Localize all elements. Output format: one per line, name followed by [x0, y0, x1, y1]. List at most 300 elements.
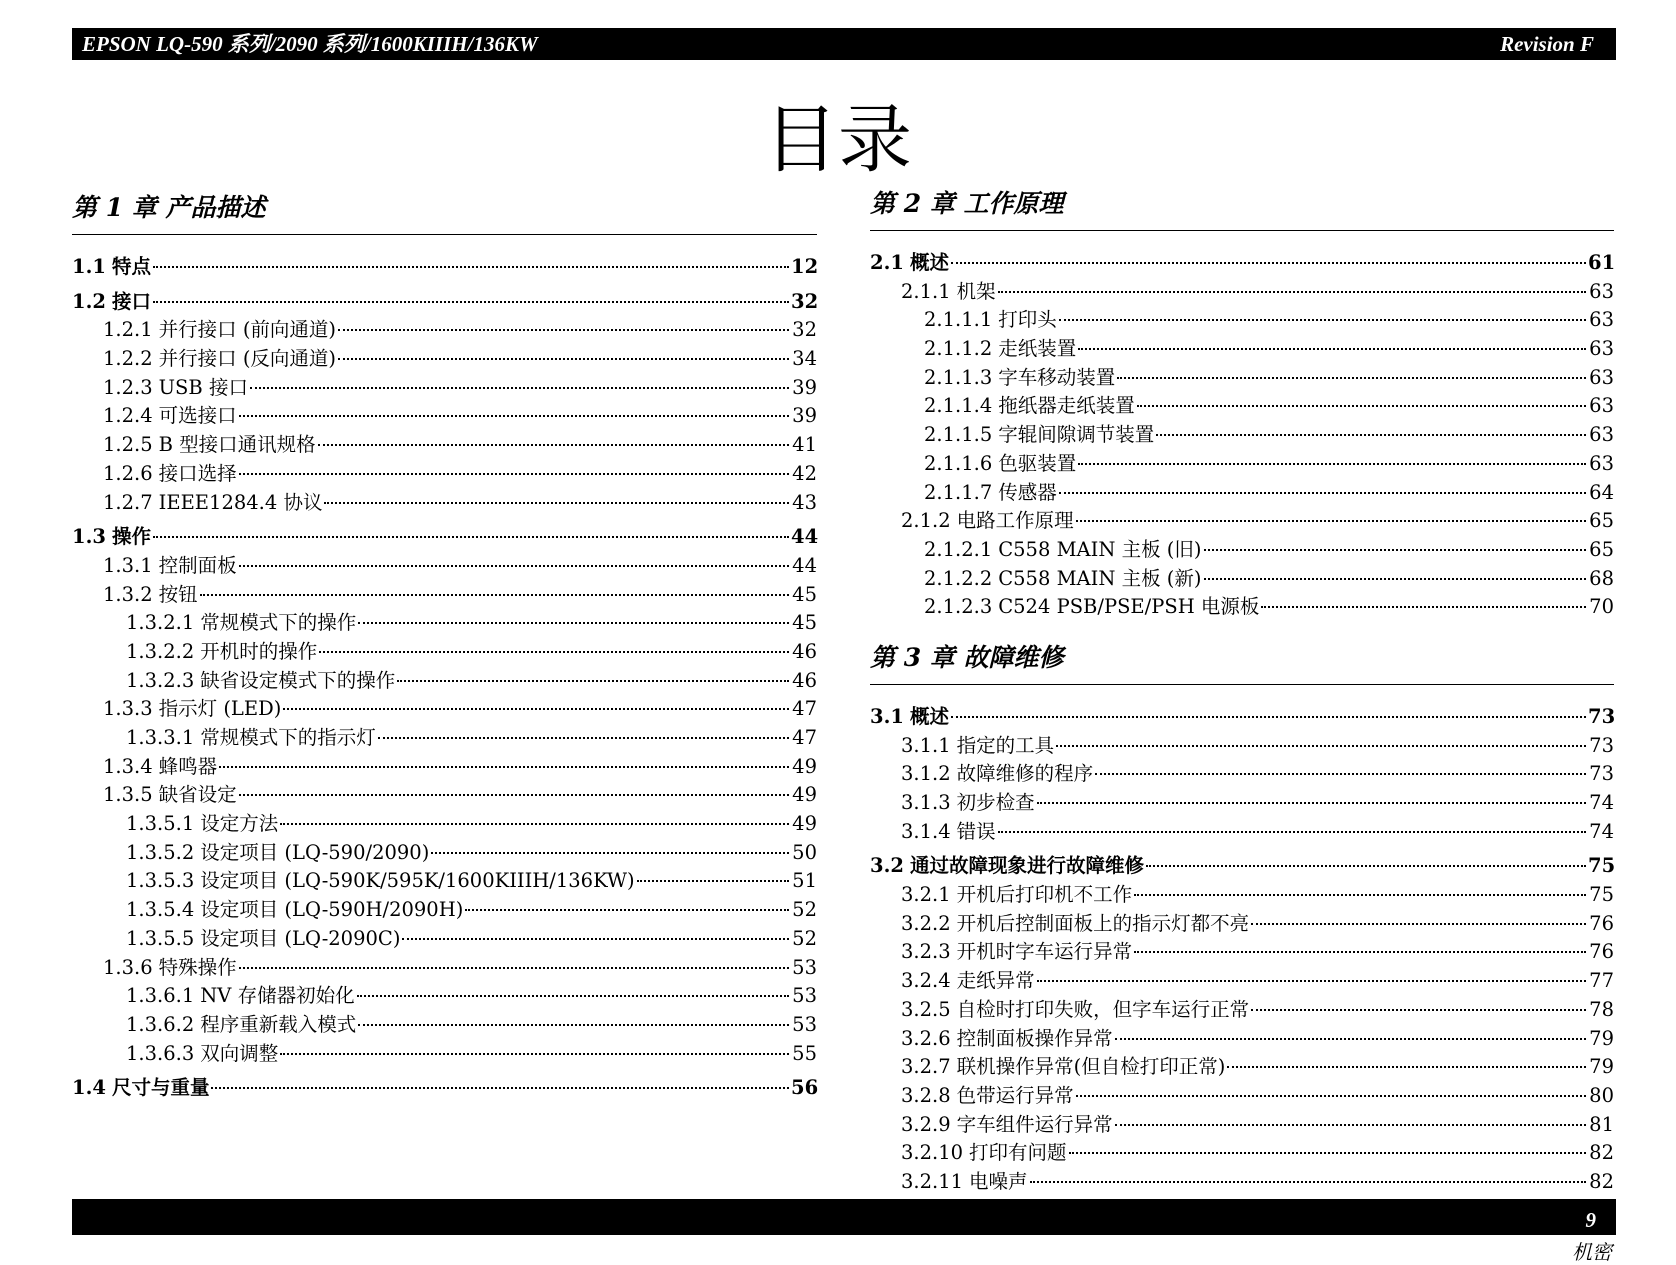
toc-entry-page: 79: [1589, 1026, 1614, 1050]
dot-leader: [1134, 894, 1586, 896]
dot-leader: [1146, 865, 1586, 867]
toc-entry[interactable]: [72, 724, 817, 753]
toc-entry-page: 74: [1589, 791, 1614, 814]
toc-entry-label: 机架: [956, 279, 996, 303]
toc-entry-number: 1.3.5.5: [126, 926, 195, 950]
toc-entry[interactable]: [870, 938, 1614, 967]
toc-list-chapter-2: [870, 249, 1614, 622]
toc-entry-page: 82: [1589, 1169, 1614, 1193]
toc-entry[interactable]: [870, 335, 1614, 364]
footer-bar: [72, 1199, 1616, 1235]
toc-entry-label: 走纸异常: [956, 969, 1035, 993]
dot-leader: [1115, 1038, 1586, 1040]
toc-entry-label: IEEE1284.4 协议: [158, 490, 323, 514]
toc-entry-label: USB 接口: [158, 375, 248, 399]
dot-leader: [1037, 802, 1586, 804]
toc-entry-number: 1.3.5: [103, 783, 153, 807]
toc-entry-page: 74: [1589, 819, 1614, 843]
toc-entry-label: 传感器: [998, 480, 1057, 504]
dot-leader: [1204, 549, 1587, 551]
toc-list-chapter-1: [72, 253, 817, 1103]
toc-entry[interactable]: [72, 489, 817, 518]
toc-entry-number: 2.1.1.1: [924, 308, 993, 332]
toc-entry-page: 55: [792, 1041, 817, 1065]
toc-entry-number: 2.1.2.3: [924, 595, 993, 619]
toc-entry-number: 1.2.4: [103, 404, 153, 428]
dot-leader: [200, 594, 789, 596]
toc-entry-label: 双向调整: [200, 1041, 279, 1065]
toc-entry-page: 49: [792, 783, 817, 807]
toc-entry-number: 3.2.1: [901, 883, 951, 907]
toc-entry-label: C524 PSB/PSE/PSH 电源板: [998, 595, 1260, 619]
dot-leader: [1251, 1009, 1586, 1011]
toc-entry-number: 1.3.5.3: [126, 869, 195, 893]
dot-leader: [1095, 773, 1586, 775]
toc-entry-page: 49: [792, 754, 817, 778]
toc-entry-page: 61: [1588, 251, 1616, 274]
toc-entry-number: 3.2.2: [901, 911, 951, 935]
dot-leader: [431, 852, 789, 854]
toc-entry-number: 1.3.3.1: [126, 726, 195, 749]
toc-entry-label: 错误: [956, 819, 996, 843]
dot-leader: [1204, 578, 1587, 580]
toc-entry-label: 程序重新载入模式: [200, 1012, 357, 1036]
toc-entry-page: 81: [1589, 1112, 1614, 1136]
dot-leader: [319, 651, 789, 653]
toc-entry-label: 特点: [111, 255, 151, 278]
toc-entry-page: 39: [792, 404, 817, 428]
toc-entry-page: 34: [792, 347, 817, 371]
dot-leader: [1059, 492, 1586, 494]
toc-entry-label: 字辊间隙调节装置: [998, 423, 1155, 447]
toc-entry-number: 3.2.6: [901, 1026, 951, 1050]
toc-entry-number: 1.3: [72, 525, 106, 549]
toc-entry[interactable]: [870, 364, 1614, 393]
dot-leader: [1251, 923, 1586, 925]
toc-entry-label: 概述: [909, 251, 949, 274]
toc-entry-page: 82: [1589, 1141, 1614, 1165]
toc-entry-label: 指定的工具: [956, 733, 1055, 757]
toc-entry-label: 电路工作原理: [956, 509, 1074, 533]
dot-leader: [239, 794, 789, 796]
toc-entry[interactable]: [870, 967, 1614, 996]
toc-entry[interactable]: [72, 253, 817, 282]
toc-entry[interactable]: [72, 867, 817, 896]
toc-entry-page: 79: [1589, 1055, 1614, 1079]
toc-entry-label: 控制面板操作异常: [956, 1026, 1113, 1050]
toc-entry-page: 64: [1589, 480, 1614, 504]
toc-entry[interactable]: [72, 581, 817, 610]
toc-entry-number: 3.2.9: [901, 1112, 951, 1136]
dot-leader: [239, 565, 789, 567]
toc-entry-number: 3.2.8: [901, 1083, 951, 1107]
toc-entry[interactable]: [72, 810, 817, 839]
dot-leader: [1137, 405, 1586, 407]
toc-entry[interactable]: [72, 982, 817, 1011]
toc-entry-label: 打印头: [998, 308, 1057, 332]
toc-entry-number: 2.1.2.1: [924, 537, 993, 561]
toc-entry[interactable]: [72, 638, 817, 667]
toc-entry-number: 1.3.2.1: [126, 611, 195, 635]
dot-leader: [338, 329, 789, 331]
dot-leader: [465, 909, 789, 911]
toc-entry-number: 1.2.6: [103, 461, 153, 485]
toc-entry-page: 65: [1589, 509, 1614, 533]
toc-entry-number: 1.2.5: [103, 433, 153, 457]
dot-leader: [397, 680, 789, 682]
toc-entry[interactable]: [72, 954, 817, 983]
toc-entry-label: 操作: [111, 525, 151, 549]
chapter-1-heading: 第 1 章 产品描述: [72, 188, 817, 235]
toc-entry-page: 56: [791, 1076, 819, 1100]
toc-entry-page: 43: [792, 490, 817, 514]
toc-entry-number: 3.2.10: [901, 1141, 964, 1165]
toc-entry-label: 缺省设定模式下的操作: [200, 668, 396, 692]
dot-leader: [283, 708, 789, 710]
dot-leader: [378, 737, 789, 739]
toc-entry-number: 2.1.1.4: [924, 394, 993, 418]
dot-leader: [1030, 1181, 1586, 1183]
toc-entry[interactable]: [72, 1040, 817, 1069]
toc-entry-page: 53: [792, 955, 817, 979]
toc-entry-number: 3.2.7: [901, 1055, 951, 1079]
toc-entry-number: 1.3.5.1: [126, 812, 195, 836]
toc-entry[interactable]: [870, 565, 1614, 594]
dot-leader: [1115, 1124, 1586, 1126]
toc-entry-label: 缺省设定: [158, 783, 237, 807]
toc-entry-number: 2.1.1: [901, 279, 951, 303]
toc-entry-label: 特殊操作: [158, 955, 237, 979]
toc-entry[interactable]: [72, 667, 817, 696]
toc-entry-label: 联机操作异常(但自检打印正常): [956, 1055, 1226, 1079]
toc-entry-page: 63: [1589, 365, 1614, 389]
toc-entry[interactable]: [870, 507, 1614, 536]
toc-entry-page: 41: [792, 433, 817, 457]
toc-entry-page: 53: [792, 984, 817, 1008]
toc-entry-label: 通过故障现象进行故障维修: [909, 854, 1144, 878]
toc-entry-page: 42: [792, 461, 817, 485]
toc-entry-page: 77: [1589, 969, 1614, 993]
dot-leader: [1069, 1152, 1586, 1154]
dot-leader: [1076, 1095, 1586, 1097]
toc-entry-number: 2.1.2.2: [924, 566, 993, 590]
toc-entry-page: 51: [792, 869, 817, 893]
dot-leader: [1134, 951, 1586, 953]
toc-entry-number: 1.3.6.3: [126, 1041, 195, 1065]
toc-entry[interactable]: [870, 732, 1614, 761]
toc-entry-number: 2.1: [870, 251, 904, 274]
toc-entry[interactable]: [870, 593, 1614, 622]
toc-entry-number: 1.2: [72, 289, 106, 313]
toc-entry[interactable]: [72, 552, 817, 581]
dot-leader: [358, 1024, 789, 1026]
toc-entry-label: 并行接口 (前向通道): [158, 318, 337, 342]
dot-leader: [153, 301, 789, 303]
chapter-2-heading: 第 2 章 工作原理: [870, 184, 1614, 231]
toc-entry-page: 75: [1588, 854, 1616, 878]
toc-entry[interactable]: [870, 1053, 1614, 1082]
toc-entry-page: 12: [791, 255, 819, 278]
toc-entry-page: 63: [1589, 337, 1614, 361]
toc-entry-number: 3.1.3: [901, 791, 951, 814]
toc-entry[interactable]: [870, 789, 1614, 818]
toc-entry[interactable]: [870, 703, 1614, 732]
toc-entry-label: 按钮: [158, 582, 198, 606]
toc-entry-page: 32: [792, 318, 817, 342]
toc-entry[interactable]: [72, 695, 817, 724]
dot-leader: [211, 1087, 789, 1089]
toc-entry[interactable]: [870, 996, 1614, 1025]
page-title: 目录: [764, 97, 912, 183]
toc-entry-page: 49: [792, 812, 817, 836]
dot-leader: [318, 444, 789, 446]
toc-entry[interactable]: [72, 1011, 817, 1040]
dot-leader: [324, 502, 789, 504]
toc-entry-number: 1.3.6.2: [126, 1012, 195, 1036]
toc-entry[interactable]: [870, 852, 1614, 881]
toc-entry[interactable]: [72, 374, 817, 403]
toc-entry-label: 指示灯 (LED): [158, 697, 282, 721]
dot-leader: [1059, 319, 1586, 321]
dot-leader: [153, 266, 789, 268]
dot-leader: [239, 473, 789, 475]
dot-leader: [239, 967, 789, 969]
document-title: EPSON LQ-590 系列/2090 系列/1600KIIIH/136KW: [82, 32, 538, 56]
toc-entry-number: 2.1.1.5: [924, 423, 993, 447]
revision-label: Revision F: [1500, 32, 1594, 56]
toc-entry-label: 常规模式下的操作: [200, 611, 357, 635]
toc-entry-label: 电噪声: [969, 1169, 1028, 1193]
toc-entry-label: 字车移动装置: [998, 365, 1116, 389]
toc-entry[interactable]: [72, 925, 817, 954]
toc-entry-label: 故障维修的程序: [956, 762, 1094, 786]
toc-entry[interactable]: [870, 392, 1614, 421]
toc-entry-label: 打印有问题: [969, 1141, 1067, 1165]
toc-list-chapter-3: [870, 703, 1614, 1197]
dot-leader: [1078, 348, 1586, 350]
toc-entry[interactable]: [870, 1082, 1614, 1111]
toc-entry-number: 3.1: [870, 704, 904, 728]
page-number: 9: [1585, 1208, 1596, 1232]
dot-leader: [1076, 520, 1586, 522]
toc-entry-label: 设定项目 (LQ-2090C): [200, 926, 401, 950]
toc-entry-label: NV 存储器初始化: [200, 984, 355, 1008]
toc-entry-label: 接口: [111, 289, 151, 313]
toc-entry-page: 44: [791, 525, 819, 549]
toc-entry-page: 50: [792, 840, 817, 864]
toc-entry-page: 46: [792, 639, 817, 663]
toc-entry[interactable]: [72, 781, 817, 810]
toc-entry-page: 73: [1589, 733, 1614, 757]
toc-entry[interactable]: [870, 1025, 1614, 1054]
toc-entry-number: 1.3.2: [103, 582, 153, 606]
toc-entry-number: 3.1.2: [901, 762, 951, 786]
dot-leader: [219, 766, 789, 768]
toc-entry-page: 73: [1588, 704, 1616, 728]
toc-entry-label: 初步检查: [956, 791, 1035, 814]
toc-entry-number: 1.3.2.2: [126, 639, 195, 663]
toc-entry-label: 拖纸器走纸装置: [998, 394, 1135, 418]
toc-entry-page: 47: [792, 697, 817, 721]
toc-entry-label: 概述: [909, 704, 949, 728]
toc-entry-label: B 型接口通讯规格: [158, 433, 316, 457]
toc-entry[interactable]: [870, 1111, 1614, 1140]
chapter-3-heading: 第 3 章 故障维修: [870, 638, 1614, 685]
left-column: [72, 188, 817, 1103]
toc-entry-page: 47: [792, 726, 817, 749]
toc-entry-label: C558 MAIN 主板 (新): [998, 566, 1202, 590]
toc-entry-number: 1.3.5.2: [126, 840, 195, 864]
toc-entry-page: 68: [1589, 566, 1614, 590]
toc-entry[interactable]: [72, 402, 817, 431]
toc-entry-page: 76: [1589, 940, 1614, 964]
toc-entry-page: 45: [792, 611, 817, 635]
toc-entry-label: 常规模式下的指示灯: [200, 726, 376, 749]
toc-entry[interactable]: [870, 881, 1614, 910]
toc-entry[interactable]: [870, 1139, 1614, 1168]
toc-entry-number: 2.1.1.2: [924, 337, 993, 361]
toc-entry[interactable]: [72, 1074, 817, 1103]
dot-leader: [998, 831, 1586, 833]
toc-entry-page: 63: [1589, 423, 1614, 447]
toc-entry-number: 1.3.1: [103, 553, 153, 577]
toc-entry-label: C558 MAIN 主板 (旧): [998, 537, 1202, 561]
toc-entry-number: 1.1: [72, 255, 106, 278]
toc-entry[interactable]: [72, 460, 817, 489]
toc-entry-number: 2.1.1.7: [924, 480, 993, 504]
toc-entry-number: 3.1.1: [901, 733, 951, 757]
toc-entry-number: 1.2.3: [103, 375, 153, 399]
toc-entry-page: 52: [792, 926, 817, 950]
dot-leader: [951, 716, 1586, 718]
toc-entry[interactable]: [870, 910, 1614, 939]
toc-entry-label: 设定方法: [200, 812, 279, 836]
toc-entry-page: 76: [1589, 911, 1614, 935]
toc-entry-number: 1.3.5.4: [126, 898, 195, 922]
toc-entry[interactable]: [72, 896, 817, 925]
toc-entry-number: 3.2.11: [901, 1169, 964, 1193]
toc-entry-label: 开机后控制面板上的指示灯都不亮: [956, 911, 1250, 935]
toc-entry-page: 65: [1589, 537, 1614, 561]
dot-leader: [280, 823, 789, 825]
toc-entry-label: 走纸装置: [998, 337, 1077, 361]
toc-entry-page: 44: [792, 553, 817, 577]
toc-entry-label: 设定项目 (LQ-590/2090): [200, 840, 430, 864]
toc-entry-label: 可选接口: [158, 404, 237, 428]
toc-entry-page: 46: [792, 668, 817, 692]
toc-entry-number: 1.2.7: [103, 490, 153, 514]
toc-entry[interactable]: [72, 753, 817, 782]
dot-leader: [1078, 463, 1586, 465]
toc-entry[interactable]: [72, 609, 817, 638]
toc-entry-number: 3.1.4: [901, 819, 951, 843]
toc-entry-number: 2.1.2: [901, 509, 951, 533]
dot-leader: [1037, 980, 1586, 982]
toc-entry[interactable]: [72, 345, 817, 374]
toc-entry-page: 39: [792, 375, 817, 399]
toc-entry[interactable]: [870, 278, 1614, 307]
toc-entry-number: 1.3.6: [103, 955, 153, 979]
toc-entry-number: 3.2: [870, 854, 904, 878]
toc-entry-number: 2.1.1.3: [924, 365, 993, 389]
right-column: [870, 184, 1614, 1197]
toc-entry-page: 63: [1589, 451, 1614, 475]
toc-entry-number: 1.3.3: [103, 697, 153, 721]
toc-entry-page: 73: [1589, 762, 1614, 786]
toc-entry[interactable]: [72, 523, 817, 552]
dot-leader: [1056, 745, 1586, 747]
toc-entry-page: 63: [1589, 308, 1614, 332]
toc-entry-page: 75: [1589, 883, 1614, 907]
toc-entry[interactable]: [72, 839, 817, 868]
toc-entry-label: 色带运行异常: [956, 1083, 1074, 1107]
toc-entry-label: 并行接口 (反向通道): [158, 347, 337, 371]
toc-entry-label: 自检时打印失败，但字车运行正常: [956, 997, 1250, 1021]
toc-entry-page: 78: [1589, 997, 1614, 1021]
dot-leader: [1261, 606, 1586, 608]
toc-entry[interactable]: [72, 431, 817, 460]
header-bar: [72, 28, 1616, 60]
toc-entry-label: 设定项目 (LQ-590K/595K/1600KIIIH/136KW): [200, 869, 635, 893]
toc-entry-number: 1.2.1: [103, 318, 153, 342]
toc-entry-label: 尺寸与重量: [111, 1076, 210, 1100]
toc-entry[interactable]: [870, 249, 1614, 278]
toc-entry[interactable]: [870, 450, 1614, 479]
toc-entry-page: 32: [791, 289, 819, 313]
dot-leader: [358, 622, 789, 624]
toc-entry-number: 3.2.3: [901, 940, 951, 964]
toc-entry-page: 80: [1589, 1083, 1614, 1107]
dot-leader: [402, 938, 789, 940]
dot-leader: [357, 995, 789, 997]
toc-entry-page: 45: [792, 582, 817, 606]
toc-entry[interactable]: [870, 421, 1614, 450]
toc-entry[interactable]: [870, 306, 1614, 335]
dot-leader: [239, 415, 789, 417]
dot-leader: [1156, 434, 1586, 436]
toc-entry-number: 1.3.4: [103, 754, 153, 778]
toc-entry[interactable]: [72, 288, 817, 317]
toc-entry-label: 蜂鸣器: [158, 754, 218, 778]
toc-entry[interactable]: [870, 1168, 1614, 1197]
toc-entry-page: 52: [792, 898, 817, 922]
toc-entry[interactable]: [870, 536, 1614, 565]
toc-entry-page: 63: [1589, 279, 1614, 303]
toc-entry-label: 开机时的操作: [200, 639, 318, 663]
toc-entry-number: 3.2.4: [901, 969, 951, 993]
dot-leader: [951, 262, 1586, 264]
dot-leader: [280, 1053, 789, 1055]
toc-entry-number: 1.2.2: [103, 347, 153, 371]
toc-entry-number: 2.1.1.6: [924, 451, 993, 475]
toc-entry-page: 70: [1589, 595, 1614, 619]
dot-leader: [1117, 377, 1586, 379]
dot-leader: [338, 358, 789, 360]
toc-entry-number: 3.2.5: [901, 997, 951, 1021]
confidential-label: 机密: [1572, 1240, 1612, 1264]
toc-entry-number: 1.3.6.1: [126, 984, 195, 1008]
toc-entry[interactable]: [72, 316, 817, 345]
dot-leader: [250, 387, 789, 389]
toc-entry[interactable]: [870, 479, 1614, 508]
toc-entry-number: 1.4: [72, 1076, 106, 1100]
toc-entry[interactable]: [870, 760, 1614, 789]
toc-entry-label: 开机时字车运行异常: [956, 940, 1133, 964]
dot-leader: [637, 880, 789, 882]
toc-entry[interactable]: [870, 818, 1614, 847]
toc-entry-label: 设定项目 (LQ-590H/2090H): [200, 898, 464, 922]
toc-entry-label: 接口选择: [158, 461, 237, 485]
